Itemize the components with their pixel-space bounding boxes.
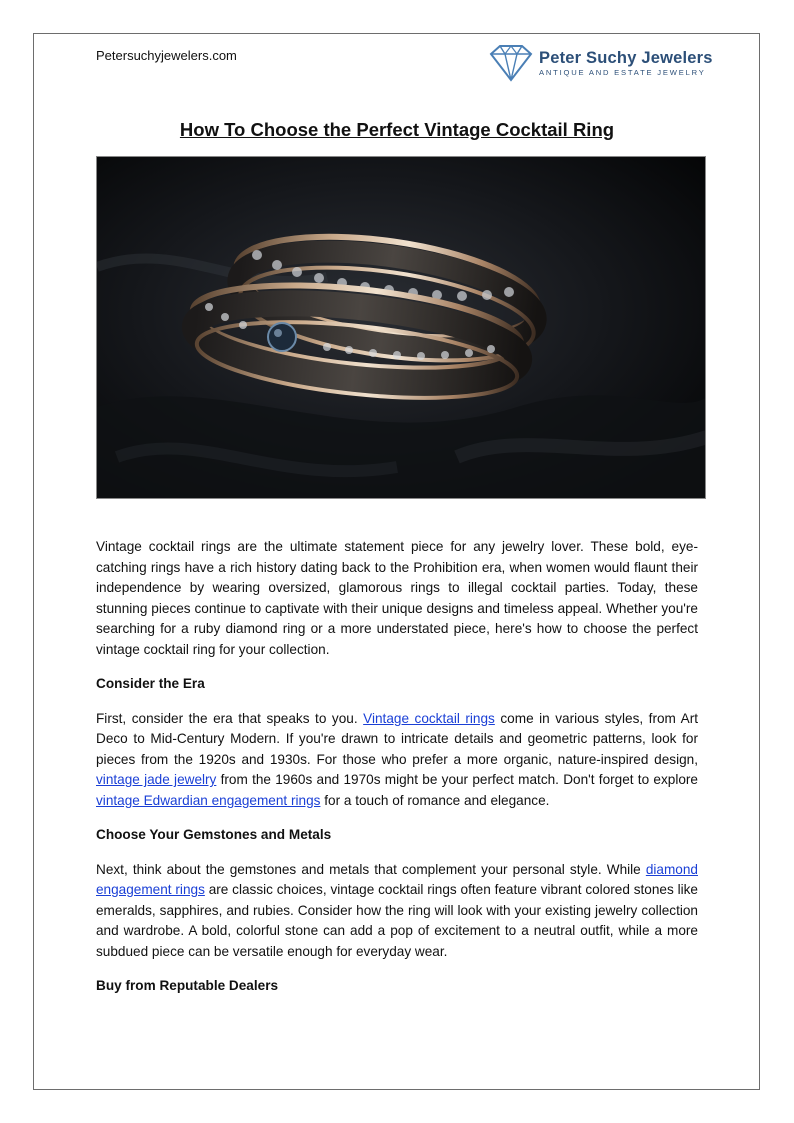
- logo-tagline: ANTIQUE AND ESTATE JEWELRY: [539, 68, 706, 77]
- edwardian-engagement-rings-link[interactable]: vintage Edwardian engagement rings: [96, 792, 321, 808]
- hero-image: [96, 156, 706, 499]
- article-body: [96, 537, 698, 1011]
- intro-paragraph: Vintage cocktail rings are the ultimate statement piece for any jewelry lover. These bold, eye-catching rings have a rich history dating back to the Prohibition era, when women would flaunt their independence by wearing oversized, glamorous rings to illegal cocktail parties. Today, these stunning pieces continue to captivate with their unique designs and timeless appeal. Whether you're searching for a ruby diamond ring or a more understated piece, here's how to choose the perfect vintage cocktail ring for your collection.: [96, 539, 698, 657]
- brand-logo[interactable]: [488, 44, 713, 84]
- logo-name: Peter Suchy Jewelers: [539, 49, 713, 67]
- rings-illustration: [97, 157, 706, 499]
- era-paragraph: First, consider the era that speaks to you. Vintage cocktail rings come in various styles, from Art Deco to Mid-Century Modern. If you're drawn to intricate details and geometric patterns, look for pieces from the 1920s and 1930s. For those who prefer a more organic, nature-inspired design, vintage jade jewelry from the 1960s and 1970s might be your perfect match. Don't forget to explore vintage Edwardian engagement rings for a touch of romance and elegance.: [96, 710, 699, 808]
- vintage-jade-jewelry-link[interactable]: vintage jade jewelry: [96, 772, 217, 787]
- section-heading-dealers: Buy from Reputable Dealers: [96, 978, 279, 993]
- gemstones-paragraph: Next, think about the gemstones and metals that complement your personal style. While diamond engagement rings are classic choices, vintage cocktail rings often feature vibrant colored stones like emeralds, sapphires, and rubies. Consider how the ring will look with your existing jewelry collection and wardrobe. A bold, colorful stone can add a pop of excitement to a neutral outfit, while a more subdued piece can be versatile enough for everyday wear.: [96, 861, 698, 959]
- section-heading-era: Consider the Era: [96, 676, 205, 691]
- site-url: Petersuchyjewelers.com: [96, 48, 237, 63]
- vintage-cocktail-rings-link[interactable]: Vintage cocktail rings: [363, 710, 495, 726]
- section-heading-gemstones: Choose Your Gemstones and Metals: [96, 827, 332, 842]
- article-title: How To Choose the Perfect Vintage Cocktail Ring: [179, 119, 615, 140]
- diamond-logo-icon: [488, 44, 534, 82]
- diamond-engagement-rings-link[interactable]: diamond engagement rings: [96, 861, 698, 897]
